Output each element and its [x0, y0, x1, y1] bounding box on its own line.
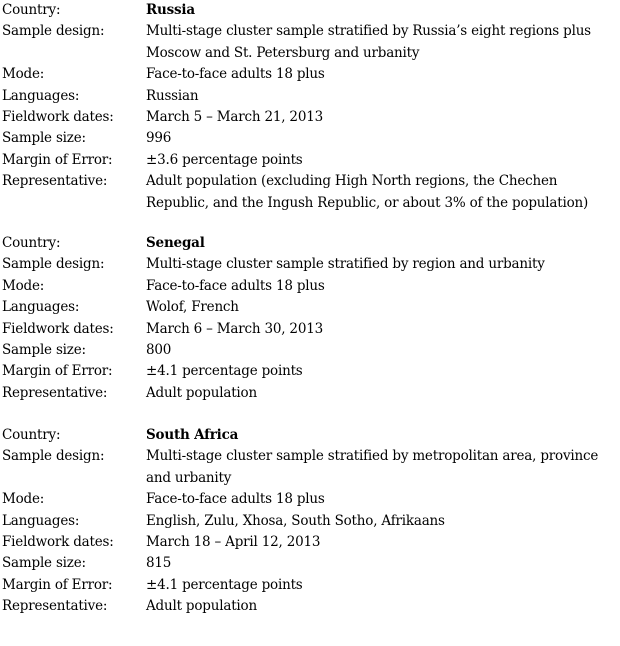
field-label: Languages: — [2, 87, 80, 104]
country-name: South Africa — [146, 427, 239, 443]
field-value: March 6 – March 30, 2013 — [146, 320, 323, 337]
field-value: ±4.1 percentage points — [146, 576, 303, 593]
row-margin-of-error — [0, 361, 620, 382]
field-label: Mode: — [2, 66, 45, 83]
field-label: Country: — [2, 235, 61, 251]
row-mode — [0, 276, 620, 297]
field-label: Margin of Error: — [2, 576, 113, 593]
row-representative — [0, 171, 620, 214]
field-label: Sample design: — [2, 448, 105, 465]
row-languages — [0, 86, 620, 107]
country-block-russia — [0, 0, 620, 214]
row-sample-design — [0, 446, 620, 489]
field-label: Representative: — [2, 173, 108, 190]
row-fieldwork-dates — [0, 107, 620, 128]
row-languages — [0, 297, 620, 318]
country-name: Russia — [146, 2, 195, 18]
row-country — [0, 425, 620, 446]
field-value: Face-to-face adults 18 plus — [146, 66, 325, 83]
field-label: Mode: — [2, 491, 45, 508]
field-label: Sample size: — [2, 130, 86, 147]
field-label: Sample size: — [2, 342, 86, 359]
field-value: March 5 – March 21, 2013 — [146, 109, 323, 126]
field-label: Mode: — [2, 277, 45, 294]
row-representative — [0, 596, 620, 617]
row-representative — [0, 383, 620, 404]
field-value: ±3.6 percentage points — [146, 151, 303, 168]
row-country — [0, 233, 620, 254]
field-value: English, Zulu, Xhosa, South Sotho, Afrikaans — [146, 512, 445, 529]
field-value: ±4.1 percentage points — [146, 363, 303, 380]
row-sample-design — [0, 254, 620, 275]
field-value: Face-to-face adults 18 plus — [146, 277, 325, 294]
field-value: Adult population — [146, 384, 257, 401]
field-label: Sample size: — [2, 555, 86, 572]
field-value: Multi-stage cluster sample stratified by region and urbanity — [146, 256, 545, 273]
field-label: Fieldwork dates: — [2, 109, 114, 126]
row-margin-of-error — [0, 575, 620, 596]
row-margin-of-error — [0, 150, 620, 171]
field-value: 800 — [146, 342, 172, 359]
row-mode — [0, 64, 620, 85]
field-value: Adult population — [146, 598, 257, 615]
field-value: Russian — [146, 87, 199, 104]
country-name: Senegal — [146, 235, 205, 251]
row-languages — [0, 511, 620, 532]
field-label: Margin of Error: — [2, 363, 113, 380]
field-label: Representative: — [2, 384, 108, 401]
row-fieldwork-dates — [0, 532, 620, 553]
field-value: Wolof, French — [146, 299, 239, 316]
row-fieldwork-dates — [0, 319, 620, 340]
field-value: Multi-stage cluster sample stratified by Russia’s eight regions plus Moscow and St. Petersburg and urbanity — [146, 23, 591, 61]
field-label: Languages: — [2, 299, 80, 316]
field-value: Multi-stage cluster sample stratified by metropolitan area, province and urbanity — [146, 448, 599, 486]
field-label: Fieldwork dates: — [2, 320, 114, 337]
row-mode — [0, 489, 620, 510]
row-sample-size — [0, 340, 620, 361]
field-label: Country: — [2, 2, 61, 18]
field-label: Representative: — [2, 598, 108, 615]
field-label: Languages: — [2, 512, 80, 529]
field-label: Sample design: — [2, 23, 105, 40]
row-sample-size — [0, 128, 620, 149]
field-value: 815 — [146, 555, 172, 572]
field-value: Adult population (excluding High North regions, the Chechen Republic, and the Ingush Republic, or about 3% of the population) — [146, 173, 589, 211]
field-value: 996 — [146, 130, 172, 147]
field-value: Face-to-face adults 18 plus — [146, 491, 325, 508]
row-sample-size — [0, 553, 620, 574]
field-label: Country: — [2, 427, 61, 443]
field-value: March 18 – April 12, 2013 — [146, 534, 321, 551]
field-label: Fieldwork dates: — [2, 534, 114, 551]
row-country — [0, 0, 620, 21]
country-block-senegal — [0, 233, 620, 404]
field-label: Margin of Error: — [2, 151, 113, 168]
row-sample-design — [0, 21, 620, 64]
country-block-south-africa — [0, 425, 620, 618]
field-label: Sample design: — [2, 256, 105, 273]
